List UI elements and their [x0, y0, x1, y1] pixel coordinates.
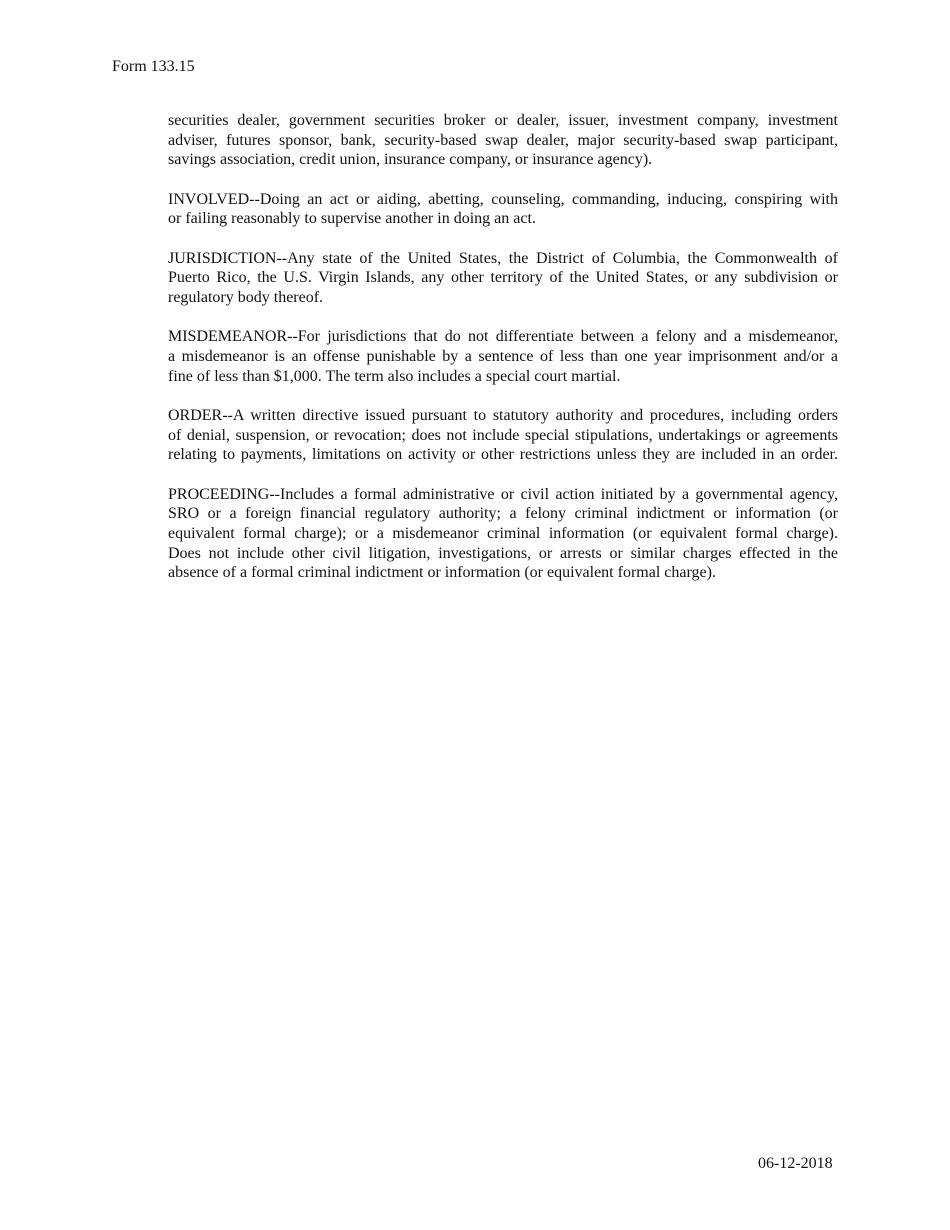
text-line: savings association, credit union, insurance company, or insurance agency).: [168, 151, 653, 169]
text-line: relating to payments, limitations on activity or other restrictions unless they are included in an order.: [168, 446, 838, 464]
text-line: PROCEEDING--Includes a formal administrative or civil action initiated by a governmental agency,: [168, 485, 838, 503]
text-line: ORDER--A written directive issued pursuant to statutory authority and procedures, including orders: [168, 406, 838, 424]
definition-order: [168, 406, 838, 465]
text-line: JURISDICTION--Any state of the United States, the District of Columbia, the Commonwealth of: [168, 249, 838, 267]
definition-involved: [168, 190, 838, 229]
definition-misdemeanor: [168, 327, 838, 386]
text-line: Does not include other civil litigation, investigations, or arrests or similar charges effected in the: [168, 544, 838, 562]
text-line: adviser, futures sponsor, bank, security-based swap dealer, major security-based swap participant,: [168, 131, 838, 149]
text-line: a misdemeanor is an offense punishable by a sentence of less than one year imprisonment and/or a: [168, 347, 838, 365]
text-line: INVOLVED--Doing an act or aiding, abetting, counseling, commanding, inducing, conspiring with: [168, 190, 838, 208]
revision-date: 06-12-2018: [758, 1155, 833, 1172]
text-line: SRO or a foreign financial regulatory authority; a felony criminal indictment or information (or: [168, 505, 838, 523]
text-line: absence of a formal criminal indictment or information (or equivalent formal charge).: [168, 564, 716, 582]
text-line: securities dealer, government securities broker or dealer, issuer, investment company, investment: [168, 112, 838, 129]
paragraph-continuation: [168, 111, 838, 170]
form-number: Form 133.15: [112, 58, 195, 75]
text-line: equivalent formal charge); or a misdemeanor criminal information (or equivalent formal charge).: [168, 524, 838, 542]
definitions-body: [168, 111, 838, 603]
text-line: fine of less than $1,000. The term also includes a special court martial.: [168, 367, 621, 385]
definition-jurisdiction: [168, 249, 838, 308]
text-line: regulatory body thereof.: [168, 289, 324, 306]
text-line: Puerto Rico, the U.S. Virgin Islands, any other territory of the United States, or any subdivision or: [168, 269, 838, 287]
text-line: or failing reasonably to supervise another in doing an act.: [168, 210, 536, 228]
definition-proceeding: [168, 485, 838, 583]
text-line: MISDEMEANOR--For jurisdictions that do not differentiate between a felony and a misdemeanor,: [168, 328, 838, 346]
text-line: of denial, suspension, or revocation; does not include special stipulations, undertakings or agreements: [168, 426, 838, 444]
